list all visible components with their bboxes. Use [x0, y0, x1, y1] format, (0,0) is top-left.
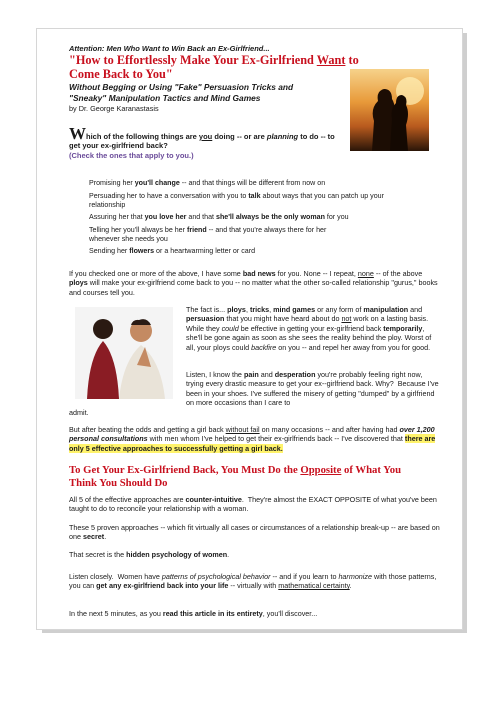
para-pain-end: admit.	[69, 408, 89, 417]
attention-line: Attention: Men Who Want to Win Back an Ex-Girlfriend...	[69, 44, 270, 53]
document-page	[36, 28, 463, 630]
para-fact: The fact is... ploys, tricks, mind games or any form of manipulation and persuasion that you might have heard about do not work on a lasting basis. While they could be effective in getting your ex-girlfriend back temporarily, she'll be gone again as soon as she sees the reality behind the ploy. Worst of all, your ploys could backfire on you -- and repel her away from you for good.	[186, 305, 432, 352]
para-pain: Listen, I know the pain and desperation you're probably feeling right now, trying every drastic measure to get your ex--girlfriend back. Why? Because I've been in your shoes. I've suffered the misery of getting "dumped" by a girlfriend on more occasions than I care to	[186, 370, 439, 408]
para-counter-intuitive: All 5 of the effective approaches are counter-intuitive. They're almost the EXACT OPPOSITE of what you've been taught to do to reconcile your relationship with a woman.	[69, 495, 437, 514]
para-next-5-minutes: In the next 5 minutes, as you read this article in its entirety, you'll discover...	[69, 609, 318, 618]
para-listen: Listen closely. Women have patterns of psychological behavior -- and if you learn to harmonize with those patterns, you can get any ex-girlfriend back into your life -- virtually with mathematical certainty.	[69, 572, 437, 591]
headline: "How to Effortlessly Make Your Ex-Girlfriend Want to Come Back to You"	[69, 53, 359, 81]
question-note: (Check the ones that apply to you.)	[69, 150, 194, 160]
checklist-item-3[interactable]: Assuring her that you love her and that she'll always be the only woman for you	[89, 213, 349, 221]
question-block: Which of the following things are you doing -- or are planning to do -- to get your ex-girlfriend back? (Check the ones that apply to you.)	[69, 124, 335, 160]
para-discovery: But after beating the odds and getting a girl back without fail on many occasions -- and after having had over 1,200 personal consultations with men whom I've helped to get their ex-girlfriends back -- I've discovered that there are only 5 effective approaches to successfully getting a girl back.	[69, 425, 436, 453]
para-bad-news: If you checked one or more of the above, I have some bad news for you. None -- I repeat, none -- of the above ploys will make your ex-girlfriend come back to you -- no matter what the other so-called relationship "gurus," books and courses tell you.	[69, 269, 438, 297]
section-heading: To Get Your Ex-Girlfriend Back, You Must Do the Opposite of What You Think You Should Do	[69, 464, 402, 489]
checklist-item-5[interactable]: Sending her flowers or a heartwarming letter or card	[89, 247, 256, 255]
checklist-item-1[interactable]: Promising her you'll change -- and that things will be different from now on	[89, 179, 326, 187]
drop-cap: W	[69, 124, 86, 143]
upset-couple-photo	[75, 307, 173, 399]
para-hidden-psychology: That secret is the hidden psychology of women.	[69, 550, 230, 559]
subheadline: Without Begging or Using "Fake" Persuasion Tricks and "Sneaky" Manipulation Tactics and Mind Games	[69, 82, 294, 103]
couple-silhouette-photo	[350, 69, 429, 151]
highlight-5-approaches: there are only 5 effective approaches to successfully getting a girl back.	[69, 434, 436, 453]
byline: by Dr. George Karanastasis	[69, 104, 159, 113]
checklist-item-2[interactable]: Persuading her to have a conversation with you to talk about ways that you can patch up your relationship	[89, 192, 384, 210]
para-secret: These 5 proven approaches -- which fit virtually all cases or circumstances of a relationship break-up -- are based on one secret.	[69, 523, 440, 542]
checklist-item-4[interactable]: Telling her you'll always be her friend -- and that you're always there for her whenever she needs you	[89, 226, 327, 244]
